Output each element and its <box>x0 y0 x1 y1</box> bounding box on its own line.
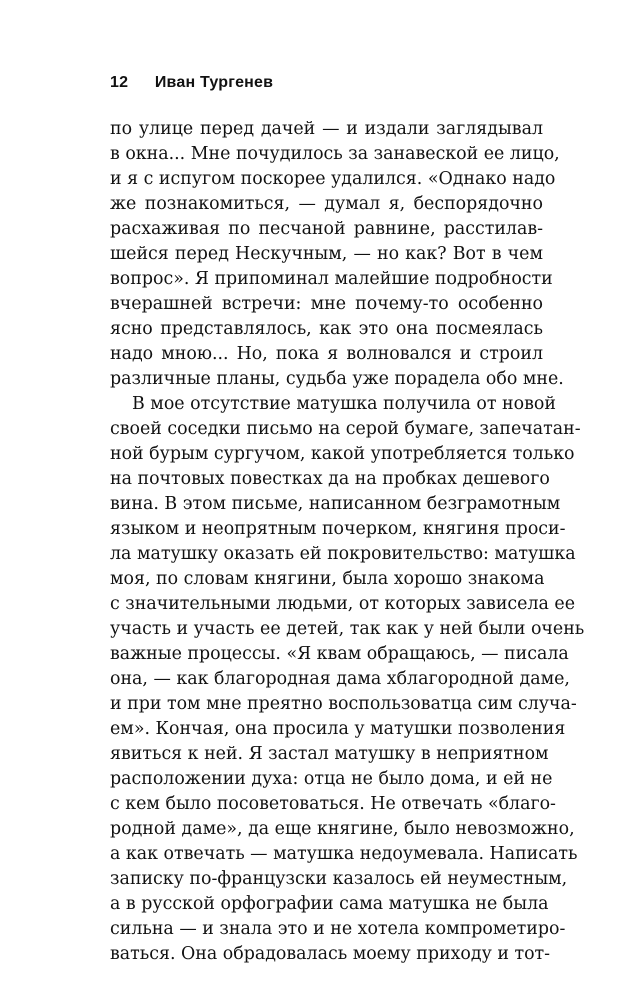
text-line: ваться. Она обрадовалась моему приходу и тот- <box>110 944 551 964</box>
text-line: вина. В этом письме, написанном безграмотным <box>110 494 561 514</box>
text-line: языком и неопрятным почерком, княгиня проси- <box>110 519 566 539</box>
text-line: с значительными людьми, от которых зависела ее <box>110 594 575 614</box>
text-line: ла матушку оказать ей покровительство: матушка <box>110 544 576 564</box>
text-line: различные планы, судьба уже порадела обо мне. <box>110 369 564 389</box>
text-line: записку по-французски казалось ей неуместным, <box>110 869 568 889</box>
running-head <box>110 74 273 92</box>
page-number: 12 <box>110 74 129 91</box>
text-line: в окна... Мне почудилось за занавеской ее лицо, <box>110 144 560 164</box>
running-title: Иван Тургенев <box>154 74 274 91</box>
text-line: а в русской орфографии сама матушка не была <box>110 894 549 914</box>
body-text <box>110 117 585 967</box>
text-line: явиться к ней. Я застал матушку в неприятном <box>110 744 549 764</box>
text-line: своей соседки письмо на серой бумаге, запечатан- <box>110 419 581 439</box>
text-line: по улице перед дачей — и издали заглядывал <box>110 119 543 139</box>
text-line: ем». Кончая, она просила у матушки позволения <box>110 719 566 739</box>
text-line: а как отвечать — матушка недоумевала. Написать <box>110 844 578 864</box>
text-line: она, — как благородная дама хблагородной даме, <box>110 669 570 689</box>
text-line: же познакомиться, — думал я, беспорядочно <box>110 194 543 214</box>
text-line: родной даме», да еще княгине, было невозможно, <box>110 819 575 839</box>
text-line: расположении духа: отца не было дома, и ей не <box>110 769 553 789</box>
text-line: важные процессы. «Я квам обращаюсь, — писала <box>110 644 569 664</box>
text-line: вчерашней встречи: мне почему-то особенно <box>110 294 543 314</box>
text-line: вопрос». Я припоминал малейшие подробности <box>110 269 553 289</box>
text-line: шейся перед Нескучным, — но как? Вот в чем <box>110 244 543 264</box>
text-line: надо мною... Но, пока я волновался и строил <box>110 344 543 364</box>
text-line: и я с испугом поскорее удалился. «Однако надо <box>110 169 556 189</box>
text-line: сильна — и знала это и не хотела компрометиро- <box>110 919 566 939</box>
text-line: участь и участь ее детей, так как у ней были очень <box>110 619 585 639</box>
text-line: В мое отсутствие матушка получила от новой <box>132 394 556 414</box>
text-line: ясно представлялось, как это она посмеялась <box>110 319 543 339</box>
text-line: расхаживая по песчаной равнине, расстилав- <box>110 219 543 239</box>
text-line: моя, по словам княгини, была хорошо знакома <box>110 569 545 589</box>
paragraph-2 <box>110 392 585 967</box>
text-line: с кем было посоветоваться. Не отвечать «благо- <box>110 794 556 814</box>
text-line: и при том мне преятно воспользоватца сим случа- <box>110 694 577 714</box>
text-line: на почтовых повестках да на пробках дешевого <box>110 469 550 489</box>
paragraph-1 <box>110 117 564 392</box>
text-line: ной бурым сургучом, какой употребляется только <box>110 444 575 464</box>
